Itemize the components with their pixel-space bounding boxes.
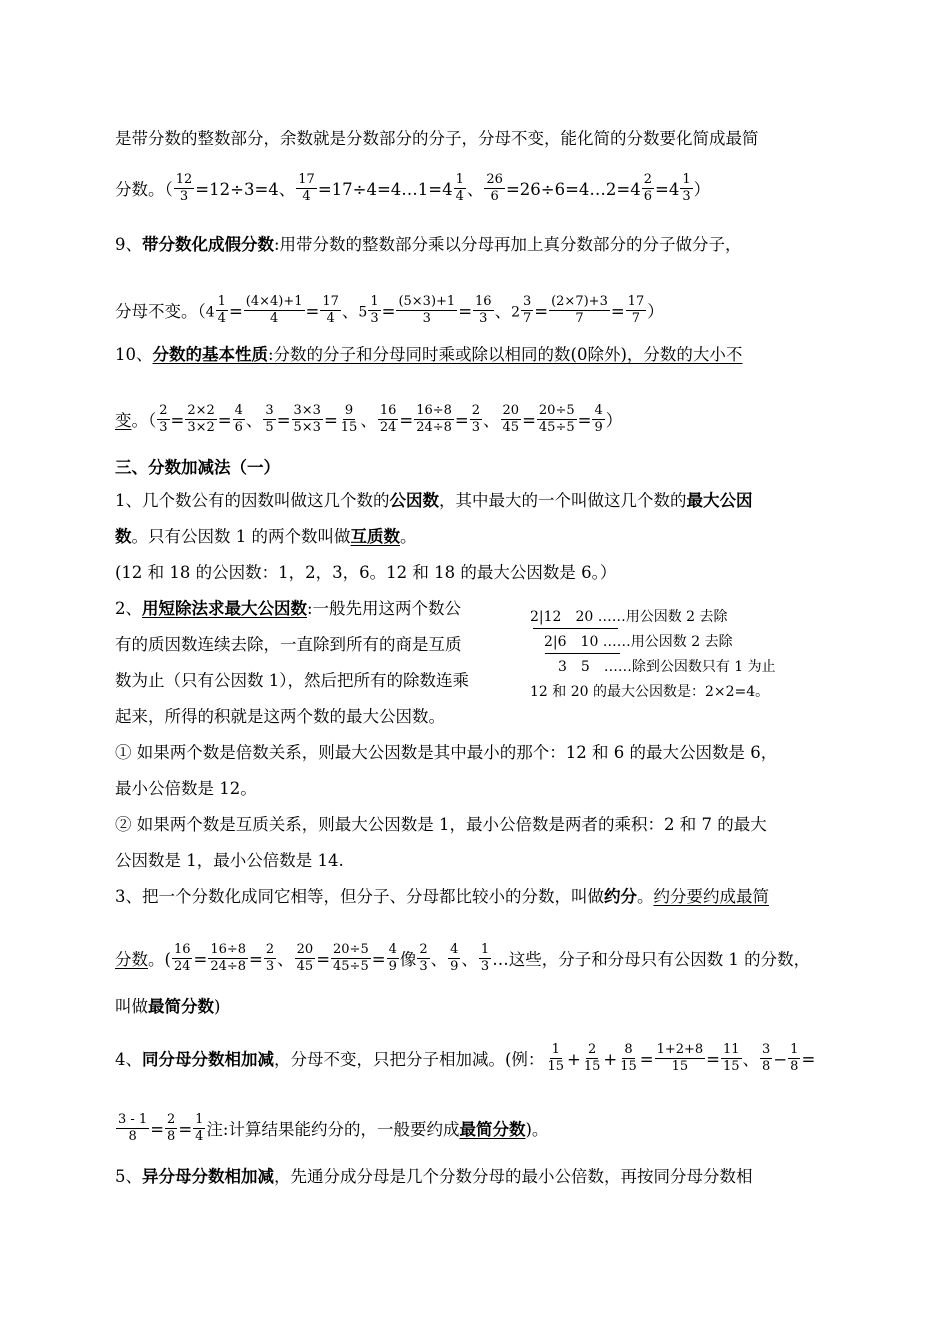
term: 分数的基本性质 xyxy=(152,345,268,364)
fraction: $\frac{20\div 5}{45\div 5}$ xyxy=(538,403,575,435)
rule-5: 5、异分母分数相加减，先通分成分母是几个分数分母的最小公倍数，再按同分母分数相 xyxy=(115,1167,753,1186)
example-line: 变。（ $\frac{2}{3}$ = $\frac{2\times 2}{3\times 2}$ = $\frac{4}{6}$ 、 $\frac{3}{5}$ = $\frac{3\times 3}{5\times 3}$ = $\frac{9}{15}$ 、 $\frac{16}{24}$ = $\frac{16\div 8}{24\div 8}$ = $\frac{2}{3}$ 、 $\frac{20}{45}$ = $\frac{20\div 5}{45\div 5}$ = $\frac{4}{9}$ ） xyxy=(115,403,623,435)
rule-1: 1、几个数公有的因数叫做这几个数的公因数，其中最大的一个叫做这几个数的最大公因 xyxy=(115,491,753,510)
fraction: $\frac{1}{4}$ xyxy=(195,1112,204,1144)
example-line: 分母不变。（4 $\frac{1}{4}$ = $\frac{(4\times 4)+1}{4}$ = $\frac{17}{4}$ 、5 $\frac{1}{3}$ = $\frac{(5\times 3)+1}{3}$ = $\frac{16}{3}$ 、2 $\frac{3}{7}$ = $\frac{(2\times 7)+3}{7}$ = $\frac{17}{7}$ ） xyxy=(115,294,664,326)
fraction: $\frac{1}{15}$ xyxy=(547,1042,564,1074)
example-line: 分数。( $\frac{16}{24}$ = $\frac{16\div 8}{24\div 8}$ = $\frac{2}{3}$ 、 $\frac{20}{45}$ = $\frac{20\div 5}{45\div 5}$ = $\frac{4}{9}$ 像 $\frac{2}{3}$ 、 $\frac{4}{9}$ 、 $\frac{1}{3}$ …这些，分子和分母只有公因数 1 的分数， xyxy=(115,942,811,974)
fraction: $\frac{1}{3}$ xyxy=(480,942,490,974)
fraction: $\frac{17}{4}$ xyxy=(322,294,339,326)
example-line: 分数。（ $\frac{12}{3}$ =12÷3=4、 $\frac{17}{4}$ =17÷4=4…1=4 $\frac{1}{4}$ 、 $\frac{26}{6}$ =26÷6=4…2=4 $\frac{2}{6}$ =4 $\frac{1}{3}$ ） xyxy=(115,172,711,204)
fraction: $\frac{3 - 1}{8}$ xyxy=(118,1112,148,1144)
fraction: $\frac{4}{9}$ xyxy=(594,403,603,435)
fraction: $\frac{3}{5}$ xyxy=(265,403,274,435)
rule-3: 3、把一个分数化成同它相等，但分子、分母都比较小的分数，叫做约分。约分要约成最简 xyxy=(115,887,769,906)
division-line xyxy=(533,628,618,629)
fraction: $\frac{2}{3}$ xyxy=(471,403,481,435)
fraction: $\frac{16\div 8}{24\div 8}$ xyxy=(416,403,452,435)
fraction: $\frac{2}{3}$ xyxy=(265,942,275,974)
example-line: (12 和 18 的公因数：1，2，3，6。12 和 18 的最大公因数是 6。） xyxy=(115,563,617,582)
division-line xyxy=(545,653,620,654)
short-division-row: 3 5 ……除到公因数只有 1 为止 xyxy=(530,659,776,675)
fraction: $\frac{4}{6}$ xyxy=(234,403,243,435)
fraction: $\frac{12}{3}$ xyxy=(175,172,193,204)
fraction: $\frac{(4\times 4)+1}{4}$ xyxy=(245,294,303,326)
fraction: $\frac{17}{4}$ xyxy=(298,172,315,204)
fraction: $\frac{2\times 2}{3\times 2}$ xyxy=(187,403,215,435)
fraction: $\frac{9}{15}$ xyxy=(340,403,358,435)
fraction: $\frac{16}{3}$ xyxy=(475,294,492,326)
short-division-result: 12 和 20 的最大公因数是：2×2=4。 xyxy=(530,684,770,700)
fraction: $\frac{1+2+8}{15}$ xyxy=(656,1042,704,1074)
fraction: $\frac{20}{45}$ xyxy=(502,403,520,435)
fraction: $\frac{1}{4}$ xyxy=(455,172,464,204)
fraction: $\frac{16}{24}$ xyxy=(379,403,397,435)
fraction: $\frac{4}{9}$ xyxy=(450,942,459,974)
fraction: $\frac{8}{15}$ xyxy=(620,1042,637,1074)
text-line: 是带分数的整数部分，余数就是分数部分的分子，分母不变，能化简的分数要化简成最简 xyxy=(115,129,759,148)
fraction: $\frac{1}{8}$ xyxy=(790,1042,799,1074)
text-line: 数为止（只有公因数 1），然后把所有的除数连乘 xyxy=(115,671,469,690)
example-line: $\frac{3 - 1}{8}$ = $\frac{2}{8}$ = $\frac{1}{4}$ 注:计算结果能约分的，一般要约成最简分数)。 xyxy=(118,1112,549,1144)
fraction: $\frac{(2\times 7)+3}{7}$ xyxy=(551,294,608,326)
fraction: $\frac{2}{8}$ xyxy=(167,1112,176,1144)
rule-2: 2、用短除法求最大公因数:一般先用这两个数公 xyxy=(115,599,462,618)
fraction: $\frac{3}{7}$ xyxy=(522,294,532,326)
fraction: $\frac{1}{3}$ xyxy=(682,172,691,204)
text-line: 有的质因数连续去除，一直除到所有的商是互质 xyxy=(115,635,462,654)
fraction: $\frac{17}{7}$ xyxy=(627,294,645,326)
fraction: $\frac{1}{3}$ xyxy=(370,294,379,326)
term: 带分数化成假分数 xyxy=(142,235,274,254)
case-1: ① 如果两个数是倍数关系，则最大公因数是其中最小的那个：12 和 6 的最大公因数是 6， xyxy=(115,743,778,762)
fraction: $\frac{3\times 3}{5\times 3}$ xyxy=(293,403,321,435)
fraction: $\frac{4}{9}$ xyxy=(388,942,397,974)
fraction: $\frac{16\div 8}{24\div 8}$ xyxy=(210,942,247,974)
case-1-cont: 最小公倍数是 12。 xyxy=(115,779,257,798)
case-2-cont: 公因数是 1，最小公倍数是 14. xyxy=(115,851,344,870)
fraction: $\frac{3}{8}$ xyxy=(762,1042,771,1074)
fraction: $\frac{20}{45}$ xyxy=(296,942,314,974)
section-heading: 三、分数加减法（一） xyxy=(115,458,280,477)
rule-10: 10、分数的基本性质:分数的分子和分母同时乘或除以相同的数(0除外)，分数的大小不 xyxy=(115,345,743,364)
fraction: $\frac{11}{15}$ xyxy=(723,1042,740,1074)
text: 分数。（ xyxy=(115,180,173,199)
text-line: 起来，所得的积就是这两个数的最大公因数。 xyxy=(115,707,445,726)
fraction: $\frac{2}{3}$ xyxy=(419,942,428,974)
fraction: $\frac{20\div 5}{45\div 5}$ xyxy=(333,942,369,974)
fraction: $\frac{2}{6}$ xyxy=(643,172,653,204)
fraction: $\frac{(5\times 3)+1}{3}$ xyxy=(398,294,456,326)
fraction: $\frac{2}{15}$ xyxy=(583,1042,601,1074)
fraction: $\frac{26}{6}$ xyxy=(486,172,503,204)
short-division-row: 2|12 20 ……用公因数 2 去除 xyxy=(530,609,728,625)
fraction: $\frac{1}{4}$ xyxy=(217,294,226,326)
short-division-row: 2|6 10 ……用公因数 2 去除 xyxy=(530,634,733,650)
rule-9: 9、带分数化成假分数:用带分数的整数部分乘以分母再加上真分数部分的分子做分子， xyxy=(115,235,742,254)
fraction: $\frac{2}{3}$ xyxy=(159,403,168,435)
rule-4: 4、同分母分数相加减，分母不变，只把分子相加减。(例： $\frac{1}{15}$ + $\frac{2}{15}$ + $\frac{8}{15}$ = $\frac{1+2+8}{15}$ = $\frac{11}{15}$ 、 $\frac{3}{8}$ − $\frac{1}{8}$ = xyxy=(115,1042,816,1074)
case-2: ② 如果两个数是互质关系，则最大公因数是 1，最小公倍数是两者的乘积：2 和 7 的最大 xyxy=(115,815,767,834)
fraction: $\frac{16}{24}$ xyxy=(173,942,191,974)
rule-1-cont: 数。只有公因数 1 的两个数叫做互质数。 xyxy=(115,527,417,546)
text-line: 叫做最简分数) xyxy=(115,997,221,1016)
